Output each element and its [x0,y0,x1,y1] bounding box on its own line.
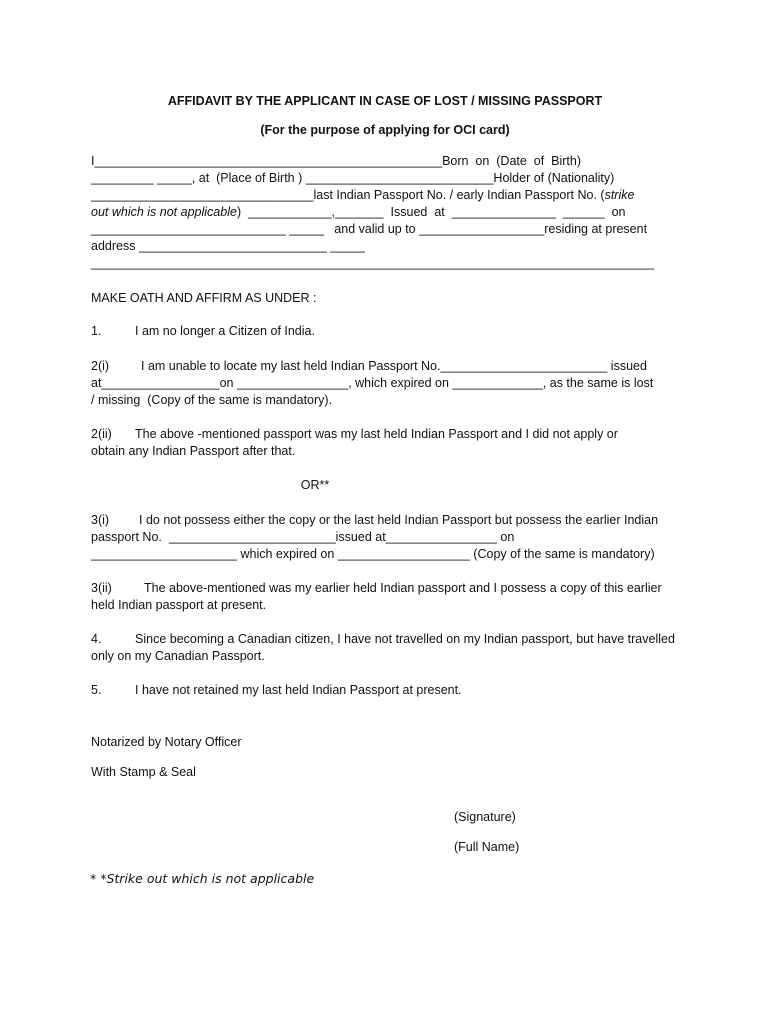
item-3i [91,512,681,563]
item-5-number: 5. [91,683,102,697]
item-5-text: I have not retained my last held Indian Passport at present. [135,683,462,697]
item-3i-line-1 [91,512,681,529]
item-3ii-number: 3(ii) [91,581,112,595]
item-1-text: I am no longer a Citizen of India. [135,324,315,338]
item-3ii [91,580,681,614]
intro-line-2: _________ _____, at (Place of Birth ) ___________________________Holder of (Nationality) [91,171,615,185]
signature-label: (Signature) [454,810,516,824]
item-1 [91,323,681,340]
intro-line-4-text: ) ____________,_______ Issued at _______________ ______ on [236,205,626,219]
intro-line-4-italic: out which is not applicable [91,205,237,219]
item-4 [91,631,681,665]
item-4-line-2: only on my Canadian Passport. [91,649,265,663]
intro-line-7: _________________________________________________________________________________ [91,256,655,270]
intro-line-5: ____________________________ _____ and valid up to __________________residing at present [91,222,648,236]
intro-line-3 [91,187,681,204]
item-3i-text-1: I do not possess either the copy or the last held Indian Passport but possess the earlier Indian [139,513,659,527]
intro-line-4 [91,204,681,221]
intro-paragraph [91,153,681,272]
full-name-label: (Full Name) [454,840,520,854]
item-2ii-line-1 [91,426,681,443]
item-4-text-1: Since becoming a Canadian citizen, I have not travelled on my Indian passport, but have travelled [135,632,675,646]
oath-heading: MAKE OATH AND AFFIRM AS UNDER : [91,291,317,305]
intro-line-1: I__________________________________________________Born on (Date of Birth) [91,154,582,168]
notary-line-1: Notarized by Notary Officer [91,735,242,749]
item-3i-line-2: passport No. ________________________issued at________________ on [91,530,515,544]
item-3ii-line-2: held Indian passport at present. [91,598,267,612]
document-subtitle: (For the purpose of applying for OCI card) [260,123,510,137]
item-1-number: 1. [91,324,102,338]
item-3ii-line-1 [91,580,681,597]
item-2ii [91,426,681,460]
item-4-line-1 [91,631,681,648]
item-2i-line-1 [91,358,681,375]
item-4-number: 4. [91,632,102,646]
item-2i-line-3: / missing (Copy of the same is mandatory). [91,393,333,407]
intro-line-3-italic: strike [604,188,635,202]
or-separator: OR** [300,478,330,492]
document-title: AFFIDAVIT BY THE APPLICANT IN CASE OF LOST / MISSING PASSPORT [167,94,603,108]
notary-line-2: With Stamp & Seal [91,765,196,779]
item-2ii-text-1: The above -mentioned passport was my last held Indian Passport and I did not apply or [135,427,618,441]
item-3i-line-3: _____________________ which expired on ___________________ (Copy of the same is mandatory) [91,547,655,561]
intro-line-6: address ___________________________ _____ [91,239,365,253]
item-2i [91,358,681,409]
item-2ii-number: 2(ii) [91,427,112,441]
item-3ii-text-1: The above-mentioned was my earlier held Indian passport and I possess a copy of this earlier [144,581,662,595]
item-3i-number: 3(i) [91,513,110,527]
intro-line-3-text: ________________________________last Indian Passport No. / early Indian Passport No. ( [91,188,605,202]
item-2i-number: 2(i) [91,359,110,373]
item-5 [91,682,681,699]
footnote: * *Strike out which is not applicable [90,871,315,886]
item-2i-line-2: at_________________on ________________, which expired on _____________, as the same is lost [91,376,654,390]
item-2i-text-1: I am unable to locate my last held Indian Passport No.________________________ issued [141,359,647,373]
item-2ii-line-2: obtain any Indian Passport after that. [91,444,296,458]
